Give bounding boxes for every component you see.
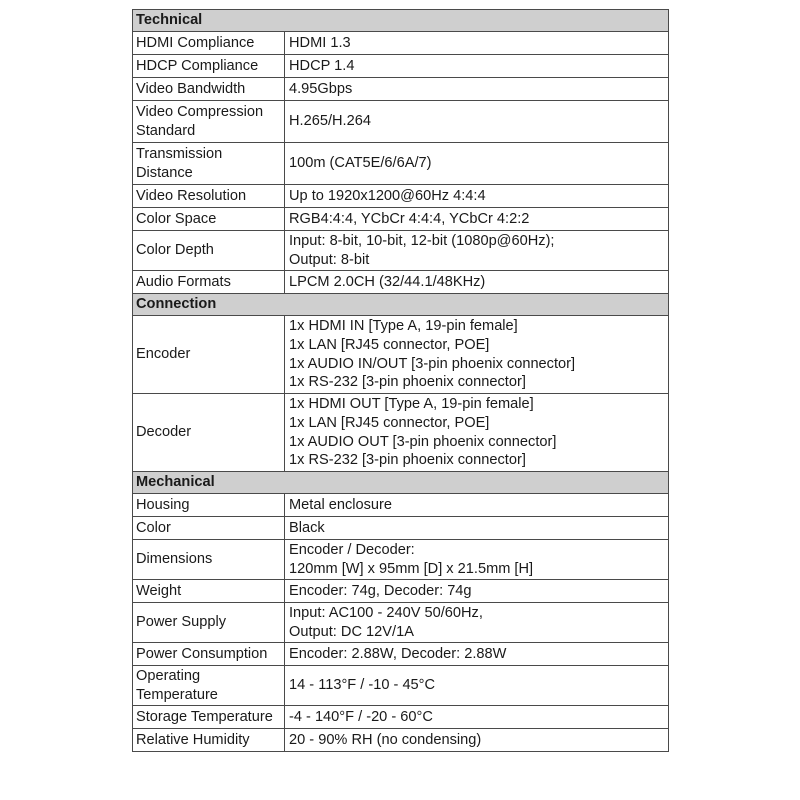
spec-value: HDMI 1.3 [289, 34, 351, 51]
spec-value-cell [285, 494, 669, 517]
spec-value-cell [285, 143, 669, 185]
spec-value-cell [285, 231, 669, 271]
spec-value: Encoder / Decoder: [289, 541, 415, 558]
spec-value: 1x LAN [RJ45 connector, POE] [289, 414, 490, 431]
section-header-connection [133, 294, 669, 316]
spec-row [133, 316, 669, 394]
spec-row [133, 32, 669, 55]
spec-label-cell [133, 603, 285, 643]
spec-label: Video Resolution [136, 187, 247, 204]
spec-value: Encoder: 2.88W, Decoder: 2.88W [289, 645, 507, 662]
spec-label-cell [133, 55, 285, 78]
spec-label-cell [133, 643, 285, 666]
spec-value: -4 - 140°F / -20 - 60°C [289, 708, 433, 725]
section-header-technical [133, 10, 669, 32]
spec-label: Decoder [136, 424, 192, 441]
spec-value: 100m (CAT5E/6/6A/7) [289, 155, 432, 172]
spec-label: Color [136, 519, 171, 536]
spec-label-cell [133, 666, 285, 706]
spec-row [133, 603, 669, 643]
spec-label: Housing [136, 496, 190, 513]
spec-label-cell [133, 729, 285, 752]
spec-table-body [133, 10, 669, 752]
spec-value-cell [285, 643, 669, 666]
spec-label-cell [133, 580, 285, 603]
spec-row [133, 494, 669, 517]
spec-value-cell [285, 101, 669, 143]
spec-value: 1x RS-232 [3-pin phoenix connector] [289, 374, 526, 391]
spec-label-cell [133, 32, 285, 55]
spec-label: Weight [136, 582, 182, 599]
spec-value: 4.95Gbps [289, 80, 353, 97]
spec-label: Dimensions [136, 551, 213, 568]
section-title: Connection [133, 294, 669, 316]
spec-row [133, 643, 669, 666]
spec-value-cell [285, 580, 669, 603]
spec-label: Distance [136, 164, 193, 181]
spec-value: Input: AC100 - 240V 50/60Hz, [289, 604, 483, 621]
spec-label-cell [133, 316, 285, 394]
spec-row [133, 143, 669, 185]
spec-value: 1x RS-232 [3-pin phoenix connector] [289, 452, 526, 469]
spec-row [133, 517, 669, 540]
spec-value: LPCM 2.0CH (32/44.1/48KHz) [289, 273, 486, 290]
spec-value: Black [289, 519, 325, 536]
spec-value: RGB4:4:4, YCbCr 4:4:4, YCbCr 4:2:2 [289, 210, 530, 227]
spec-label: Temperature [136, 686, 218, 703]
spec-row [133, 271, 669, 294]
spec-value: 1x AUDIO OUT [3-pin phoenix connector] [289, 433, 557, 450]
spec-label: Power Supply [136, 614, 227, 631]
spec-label-cell [133, 101, 285, 143]
spec-value-cell [285, 603, 669, 643]
spec-row [133, 706, 669, 729]
spec-label: Power Consumption [136, 645, 268, 662]
spec-row [133, 394, 669, 472]
spec-value: Up to 1920x1200@60Hz 4:4:4 [289, 187, 486, 204]
section-header-mechanical [133, 472, 669, 494]
spec-value-cell [285, 540, 669, 580]
spec-value: Output: DC 12V/1A [289, 623, 414, 640]
spec-label: HDMI Compliance [136, 34, 255, 51]
spec-label: Video Bandwidth [136, 80, 246, 97]
spec-value-cell [285, 666, 669, 706]
section-title: Mechanical [133, 472, 669, 494]
spec-table [132, 9, 669, 752]
spec-label-cell [133, 231, 285, 271]
spec-value: 20 - 90% RH (no condensing) [289, 731, 482, 748]
spec-row [133, 580, 669, 603]
spec-row [133, 78, 669, 101]
spec-label-cell [133, 271, 285, 294]
spec-value-cell [285, 78, 669, 101]
spec-value-cell [285, 32, 669, 55]
section-title: Technical [133, 10, 669, 32]
spec-value: 1x AUDIO IN/OUT [3-pin phoenix connector] [289, 355, 576, 372]
spec-label-cell [133, 394, 285, 472]
spec-label-cell [133, 78, 285, 101]
spec-label: Video Compression [136, 103, 264, 120]
spec-value: 120mm [W] x 95mm [D] x 21.5mm [H] [289, 560, 534, 577]
spec-label: Standard [136, 122, 196, 139]
spec-row [133, 208, 669, 231]
spec-value: 14 - 113°F / -10 - 45°C [289, 677, 436, 694]
spec-row [133, 729, 669, 752]
spec-label-cell [133, 185, 285, 208]
spec-label: Color Space [136, 210, 217, 227]
spec-label: Encoder [136, 346, 191, 363]
spec-row [133, 666, 669, 706]
spec-label-cell [133, 208, 285, 231]
spec-value: H.265/H.264 [289, 113, 371, 130]
spec-label: Transmission [136, 145, 223, 162]
spec-label-cell [133, 517, 285, 540]
spec-label: HDCP Compliance [136, 57, 259, 74]
spec-label: Color Depth [136, 242, 214, 259]
spec-label: Relative Humidity [136, 731, 250, 748]
spec-row [133, 540, 669, 580]
spec-value: HDCP 1.4 [289, 57, 355, 74]
spec-value-cell [285, 271, 669, 294]
spec-row [133, 231, 669, 271]
spec-label-cell [133, 706, 285, 729]
spec-row [133, 55, 669, 78]
spec-value-cell [285, 208, 669, 231]
spec-label: Audio Formats [136, 273, 231, 290]
spec-row [133, 185, 669, 208]
spec-value: Input: 8-bit, 10-bit, 12-bit (1080p@60Hz); [289, 232, 555, 249]
spec-value: Encoder: 74g, Decoder: 74g [289, 582, 472, 599]
spec-row [133, 101, 669, 143]
spec-value: 1x LAN [RJ45 connector, POE] [289, 336, 490, 353]
spec-value-cell [285, 729, 669, 752]
spec-label-cell [133, 494, 285, 517]
spec-value-cell [285, 316, 669, 394]
spec-value-cell [285, 394, 669, 472]
spec-value: Output: 8-bit [289, 251, 370, 268]
spec-value-cell [285, 706, 669, 729]
spec-value: 1x HDMI OUT [Type A, 19-pin female] [289, 395, 534, 412]
spec-label: Storage Temperature [136, 708, 273, 725]
spec-label: Operating [136, 667, 201, 684]
spec-value-cell [285, 55, 669, 78]
spec-label-cell [133, 143, 285, 185]
spec-value: 1x HDMI IN [Type A, 19-pin female] [289, 317, 518, 334]
spec-value-cell [285, 517, 669, 540]
spec-value: Metal enclosure [289, 496, 393, 513]
spec-label-cell [133, 540, 285, 580]
spec-value-cell [285, 185, 669, 208]
